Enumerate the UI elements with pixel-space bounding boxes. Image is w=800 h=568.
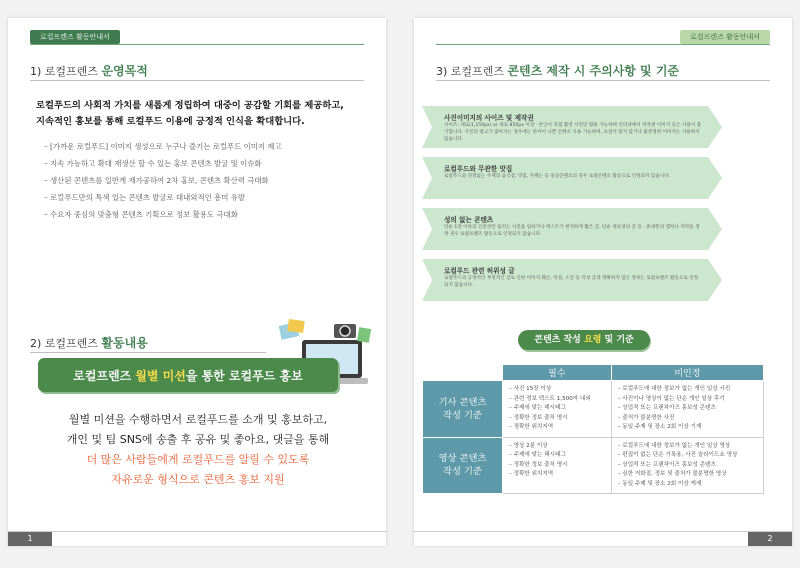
header-rule [436, 44, 770, 45]
section-1-rule [30, 80, 364, 81]
description-line-highlight: 자유로운 형식으로 콘텐츠 홍보 지원 [111, 473, 285, 486]
card-body: 단순 1장 이하의 인증샷만 올리는 사진을 업하거나 텍스트가 현저하게 짧은 글, 단순 정보성의 글 등 · 휴대폰의 캡처나 자막을 생략 경우 로컬프렌즈 활동으로 인정되지 않습니다. [444, 225, 700, 237]
banner-accent: 월별 미션 [135, 368, 186, 383]
card-body: 로컬푸드의 긍정적인 부정적인 글로 인한 이미지 훼손, 폭설, 소진 등 작성 글과 정확하지 않은 정보는 로컬프렌즈 활동으로 인정되지 않습니다. [444, 276, 699, 288]
list-item: – 정확한 정보 출처 명시 [509, 414, 605, 424]
table-header-row [423, 365, 764, 381]
card-title: 로컬푸드와 무관한 맛집 [444, 165, 513, 173]
caution-cards [422, 106, 722, 310]
banner-text: 로컬프렌즈 [73, 368, 132, 383]
monthly-mission-banner [38, 358, 338, 392]
section-3-title [436, 62, 679, 79]
pill-text: 및 기준 [604, 335, 634, 345]
list-item: – 로컬푸드에 대한 정보가 없는 개인 일상 영상 [618, 442, 757, 452]
description-line-highlight: 더 많은 사람들에게 로컬푸드를 알릴 수 있도록 [86, 453, 310, 466]
caution-card [422, 157, 722, 199]
section-1-heading: 운영목적 [101, 64, 148, 78]
section-1-prefix: 1) 로컬프렌즈 [30, 65, 98, 78]
list-item: – 주제에 맞는 해시태그 [509, 404, 605, 414]
row-header-line: 작성 기준 [443, 466, 482, 478]
activity-description [30, 410, 366, 490]
card-body: 사이즈: 세로(1,150px) or 세로 850px 이상 · 본인이 직접 촬영 사진만 활용 가능하며 인터넷에서 저작권 이미지 등은 사용이 불가합니다. 사진의 광고가 많아지는 경우에는 바이어 나쁜 콘텐츠 사용 가능하며, 초점이 맞지 않거나 불분명한 이미지는 사용하지 않습니다. [444, 123, 702, 142]
column-header-required: 필수 [503, 365, 612, 381]
purpose-lead-line: 로컬푸드의 사회적 가치를 새롭게 정립하여 대중이 공감할 기회를 제공하고, [36, 100, 344, 111]
not-recognized-cell [611, 437, 763, 494]
required-cell [503, 381, 612, 438]
column-header-not-recognized: 미인정 [611, 365, 763, 381]
footer-rule [8, 531, 386, 532]
card-body: 로컬푸드와 연결없는 주제의 음식점, 맛집, 카페는 등 일상콘텐츠의 경우 로컬콘텐츠 활동으로 인정되지 않습니다. [444, 174, 671, 179]
section-2-title [30, 334, 148, 351]
row-header [423, 381, 503, 438]
page-number: 1 [8, 532, 52, 546]
list-item: – 로컬푸드에 대한 정보가 없는 개인 일상 사진 [618, 385, 757, 395]
page-1 [8, 18, 386, 546]
not-recognized-cell [611, 381, 763, 438]
row-header [423, 437, 503, 494]
list-item: – 영상 2분 이상 [509, 442, 605, 452]
list-item: – 수요자 중심의 맞춤형 콘텐츠 기획으로 정보 활용도 극대화 [44, 206, 364, 223]
list-item: – 심한 저화질, 정보 및 출처가 불분명한 영상 [618, 470, 757, 480]
list-item: – 정확한 위치지역 [509, 470, 605, 480]
card-title: 사진이미지의 사이즈 및 제작권 [444, 114, 534, 122]
list-item: – 정확한 위치지역 [509, 423, 605, 433]
table-row [423, 381, 764, 438]
card-title: 성의 없는 콘텐츠 [444, 216, 494, 224]
pill-text: 콘텐츠 작성 [534, 335, 581, 345]
criteria-table [422, 364, 764, 494]
list-item: – 동일 주제 및 장소 2회 이상 기재 [618, 423, 757, 433]
required-cell [503, 437, 612, 494]
list-item: – 사진 15장 이상 [509, 385, 605, 395]
list-item: – [가까운 로컬푸드] 이미지 생성으로 누구나 즐기는 로컬푸드 이미지 제고 [44, 138, 364, 155]
list-item: – 정확한 정보 출처 명시 [509, 461, 605, 471]
footer-rule [414, 531, 792, 532]
list-item: – 동일 주제 및 장소 2회 이상 게재 [618, 480, 757, 490]
page-2 [414, 18, 792, 546]
list-item: – 출처가 불분명한 사진 [618, 414, 757, 424]
section-2-heading: 활동내용 [101, 336, 148, 350]
list-item: – 로컬푸드만의 특색 있는 콘텐츠 발굴로 대내외적인 흥미 유발 [44, 189, 364, 206]
section-3-rule [436, 80, 770, 81]
description-line: 개인 및 팀 SNS에 송출 후 공유 및 좋아요, 댓글을 통해 [66, 433, 330, 446]
section-2-prefix: 2) 로컬프렌즈 [30, 337, 98, 350]
caution-card [422, 259, 722, 301]
list-item: – 상업적 또는 프랜차이즈 홍보성 콘텐츠 [618, 404, 757, 414]
caution-card [422, 106, 722, 148]
list-item: – 관련 정보 텍스트 1,500자 내외 [509, 395, 605, 405]
table-row [423, 437, 764, 494]
header-tag: 로컬프렌즈 활동안내서 [30, 30, 120, 44]
list-item: – 상업적 또는 프랜차이즈 홍보성 콘텐츠 [618, 461, 757, 471]
section-2-rule [30, 352, 266, 353]
list-item: – 편집이 없는 단순 기록용, 사진 슬라이드쇼 영상 [618, 451, 757, 461]
row-header-line: 영상 콘텐츠 [438, 453, 487, 465]
criteria-pill-heading [518, 330, 650, 350]
list-item: – 주제에 맞는 해시태그 [509, 451, 605, 461]
purpose-bullets [44, 138, 364, 223]
caution-card [422, 208, 722, 250]
list-item: – 지속 가능하고 확대 재생산 할 수 있는 홍보 콘텐츠 발굴 및 이슈화 [44, 155, 364, 172]
row-header-line: 작성 기준 [443, 409, 482, 421]
card-title: 로컬푸드 관련 허위성 글 [444, 267, 515, 275]
header-tag: 로컬프렌즈 활동안내서 [680, 30, 770, 44]
header-rule [30, 44, 364, 45]
section-3-heading: 콘텐츠 제작 시 주의사항 및 기준 [507, 64, 680, 78]
table-corner [423, 365, 503, 381]
list-item: – 사진이나 영상이 없는 단순 개인 일상 후기 [618, 395, 757, 405]
list-item: – 생산된 콘텐츠를 일반게 재가공하여 2차 홍보, 콘텐츠 확산력 극대화 [44, 172, 364, 189]
row-header-line: 기사 콘텐츠 [438, 396, 487, 408]
section-3-prefix: 3) 로컬프렌즈 [436, 65, 504, 78]
pill-accent: 요령 [584, 335, 602, 345]
banner-text: 을 통한 로컬푸드 홍보 [185, 368, 303, 383]
section-1-title [30, 62, 148, 79]
page-number: 2 [748, 532, 792, 546]
description-line: 월별 미션을 수행하면서 로컬푸드를 소개 및 홍보하고, [68, 413, 328, 426]
purpose-lead [36, 98, 366, 130]
purpose-lead-line: 지속적인 홍보를 통해 로컬푸드 이용에 긍정적 인식을 확대합니다. [36, 116, 305, 127]
